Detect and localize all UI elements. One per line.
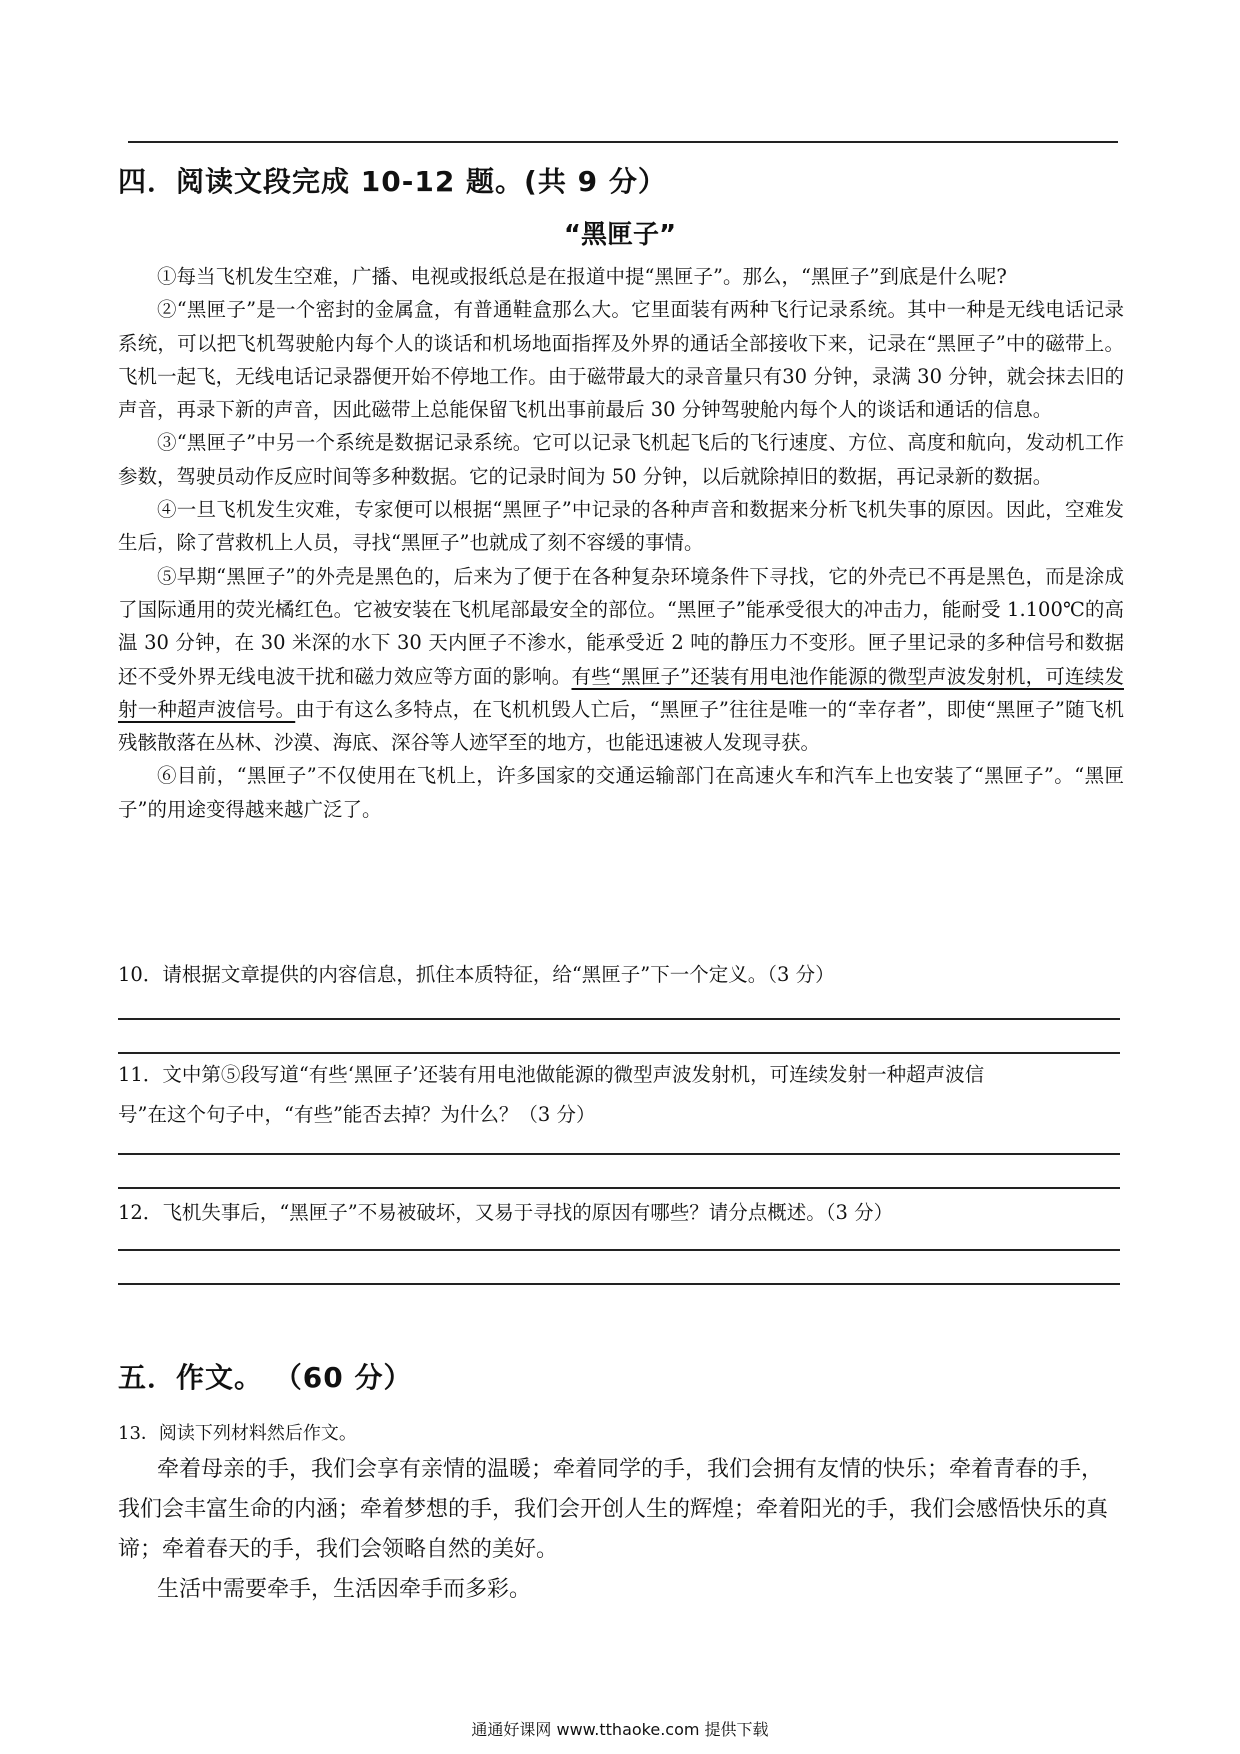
paragraph-3: ③“黑匣子”中另一个系统是数据记录系统。它可以记录飞机起飞后的飞行速度、方位、高度和航向，发动机工作参数，驾驶员动作反应时间等多种数据。它的记录时间为 50 分钟，以后就除掉旧的数据，再记录新的数据。 bbox=[118, 431, 1124, 488]
paragraph-5 bbox=[118, 560, 1124, 760]
essay-material-2: 生活中需要牵手，生活因牵手而多彩。 bbox=[157, 1577, 532, 1602]
underlined-sentence: 有些“黑匣子”还装有用电池作能源的微型声波发射机，可连续发射一种超声波信号。 bbox=[118, 664, 1124, 721]
answer-line-12b[interactable] bbox=[118, 1283, 1120, 1285]
paragraph-2: ②“黑匣子”是一个密封的金属盒，有普通鞋盒那么大。它里面装有两种飞行记录系统。其中一种是无线电话记录系统，可以把飞机驾驶舱内每个人的谈话和机场地面指挥及外界的通话全部接收下来，记录在“黑匣子”中的磁带上。飞机一起飞，无线电话记录器便开始不停地工作。由于磁带最大的录音量只有30 分钟，录满 30 分钟，就会抹去旧的声音，再录下新的声音，因此磁带上总能保留飞机出事前最后 30 分钟驾驶舱内每个人的谈话和通话的信息。 bbox=[118, 298, 1124, 422]
paragraph-1: ①每当飞机发生空难，广播、电视或报纸总是在报道中提“黑匣子”。那么，“黑匣子”到底是什么呢? bbox=[157, 265, 1007, 288]
article-title: “黑匣子” bbox=[563, 220, 677, 250]
answer-line-10a[interactable] bbox=[118, 1018, 1120, 1020]
footer-credit: 通通好课网 www.tthaoke.com 提供下载 bbox=[471, 1720, 769, 1739]
section5-heading: 五．作文。 （60 分） bbox=[118, 1361, 413, 1394]
paragraph-4: ④一旦飞机发生灾难，专家便可以根据“黑匣子”中记录的各种声音和数据来分析飞机失事的原因。因此，空难发生后，除了营救机上人员，寻找“黑匣子”也就成了刻不容缓的事情。 bbox=[118, 498, 1124, 555]
paragraph-5-text-b: 由于有这么多特点，在飞机机毁人亡后，“黑匣子”往往是唯一的“幸存者”，即使“黑匣子”随飞机残骸散落在丛林、沙漠、海底、深谷等人迹罕至的地方，也能迅速被人发现寻获。 bbox=[118, 697, 1124, 755]
answer-line-11b[interactable] bbox=[118, 1187, 1120, 1189]
paragraph-6: ⑥目前，“黑匣子”不仅使用在飞机上，许多国家的交通运输部门在高速火车和汽车上也安装了“黑匣子”。“黑匣子”的用途变得越来越广泛了。 bbox=[118, 764, 1124, 821]
top-rule bbox=[128, 141, 1118, 143]
question-11-line1: 11．文中第⑤段写道“有些‘黑匣子’还装有用电池做能源的微型声波发射机，可连续发射一种超声波信 bbox=[118, 1063, 985, 1086]
answer-line-11a[interactable] bbox=[118, 1153, 1120, 1155]
answer-line-12a[interactable] bbox=[118, 1249, 1120, 1251]
question-11-line2: 号”在这个句子中，“有些”能否去掉？为什么？（3 分） bbox=[118, 1103, 596, 1126]
question-12: 12．飞机失事后，“黑匣子”不易被破坏，又易于寻找的原因有哪些？请分点概述。（3 分） bbox=[118, 1201, 894, 1224]
question-10: 10．请根据文章提供的内容信息，抓住本质特征，给“黑匣子”下一个定义。（3 分） bbox=[118, 963, 835, 986]
question-13: 13．阅读下列材料然后作文。 bbox=[118, 1423, 357, 1444]
essay-material bbox=[118, 1450, 1124, 1610]
section4-heading: 四．阅读文段完成 10-12 题。(共 9 分） bbox=[118, 165, 667, 198]
answer-line-10b[interactable] bbox=[118, 1052, 1120, 1054]
essay-material-1: 牵着母亲的手，我们会享有亲情的温暖；牵着同学的手，我们会拥有友情的快乐；牵着青春的手，我们会丰富生命的内涵；牵着梦想的手，我们会开创人生的辉煌；牵着阳光的手，我们会感悟快乐的真谛；牵着春天的手，我们会领略自然的美好。 bbox=[118, 1457, 1109, 1562]
article-body bbox=[118, 260, 1124, 826]
paragraph-5-text-a: ⑤早期“黑匣子”的外壳是黑色的，后来为了便于在各种复杂环境条件下寻找，它的外壳已不再是黑色，而是涂成了国际通用的荧光橘红色。它被安装在飞机尾部最安全的部位。“黑匣子”能承受很大的冲击力，能耐受 1.100℃的高温 30 分钟，在 30 米深的水下 30 天内匣子不渗水，能承受近 2 吨的静压力不变形。匣子里记录的多种信号和数据还不受外界无线电波干扰和磁力效应等方面的影响。 bbox=[118, 564, 1124, 688]
